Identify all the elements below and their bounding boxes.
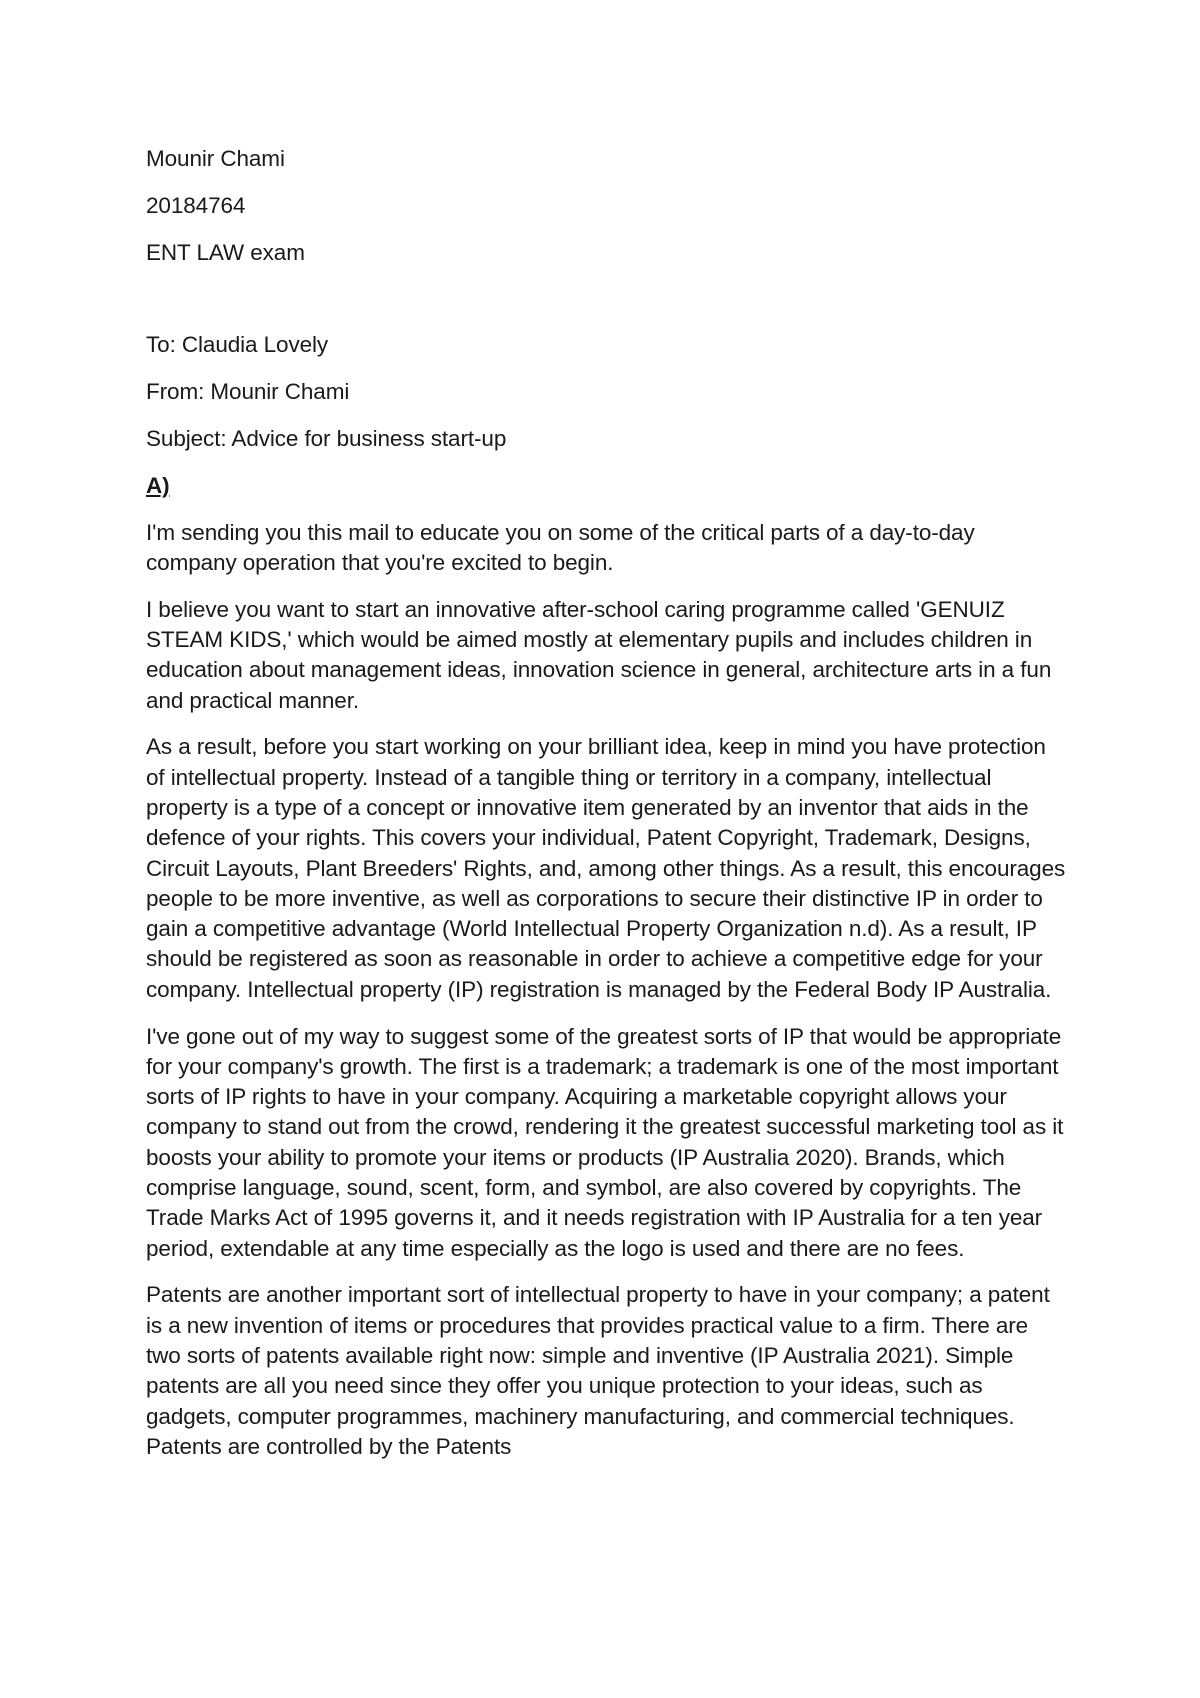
- document-body: [146, 144, 1066, 1479]
- paragraph: Patents are another important sort of intellectual property to have in your company; a patent is a new invention of items or procedures that provides practical value to a firm. There are two sorts of patents available right now: simple and inventive (IP Australia 2021). Simple patents are all you need since they offer you unique protection to your ideas, such as gadgets, computer programmes, machinery manufacturing, and commercial techniques. Patents are controlled by the Patents: [146, 1282, 1050, 1459]
- paragraph: I believe you want to start an innovative after-school caring programme called 'GENUIZ STEAM KIDS,' which would be aimed mostly at elementary pupils and includes children in education about management ideas, innovation science in general, architecture arts in a fun and practical manner.: [146, 596, 1052, 713]
- author-name: Mounir Chami: [146, 146, 285, 171]
- memo-to: To: Claudia Lovely: [146, 332, 329, 358]
- memo-subject: Subject: Advice for business start-up: [146, 425, 507, 451]
- memo-from: From: Mounir Chami: [146, 379, 350, 405]
- paragraph: I've gone out of my way to suggest some of the greatest sorts of IP that would be appropriate for your company's growth. The first is a trademark; a trademark is one of the most important sorts of IP rights to have in your company. Acquiring a marketable copyright allows your company to stand out from the crowd, rendering it the greatest successful marketing tool as it boosts your ability to promote your items or products (IP Australia 2020). Brands, which comprise language, sound, scent, form, and symbol, are also covered by copyrights. The Trade Marks Act of 1995 governs it, and it needs registration with IP Australia for a ten year period, extendable at any time especially as the logo is used and there are no fees.: [146, 1023, 1064, 1261]
- spacer: [146, 284, 1066, 330]
- student-id: 20184764: [146, 192, 246, 218]
- paragraph: I'm sending you this mail to educate you on some of the critical parts of a day-to-day company operation that you're excited to begin.: [146, 519, 975, 575]
- paragraph: As a result, before you start working on your brilliant idea, keep in mind you have protection of intellectual property. Instead of a tangible thing or territory in a company, intellectual property is a type of a concept or innovative item generated by an inventor that aids in the defence of your rights. This covers your individual, Patent Copyright, Trademark, Designs, Circuit Layouts, Plant Breeders' Rights, and, among other things. As a result, this encourages people to be more inventive, as well as corporations to secure their distinctive IP in order to gain a competitive advantage (World Intellectual Property Organization n.d). As a result, IP should be registered as soon as reasonable in order to achieve a competitive edge for your company. Intellectual property (IP) registration is managed by the Federal Body IP Australia.: [146, 734, 1066, 1002]
- course-title: ENT LAW exam: [146, 239, 305, 265]
- section-heading: A): [146, 472, 170, 498]
